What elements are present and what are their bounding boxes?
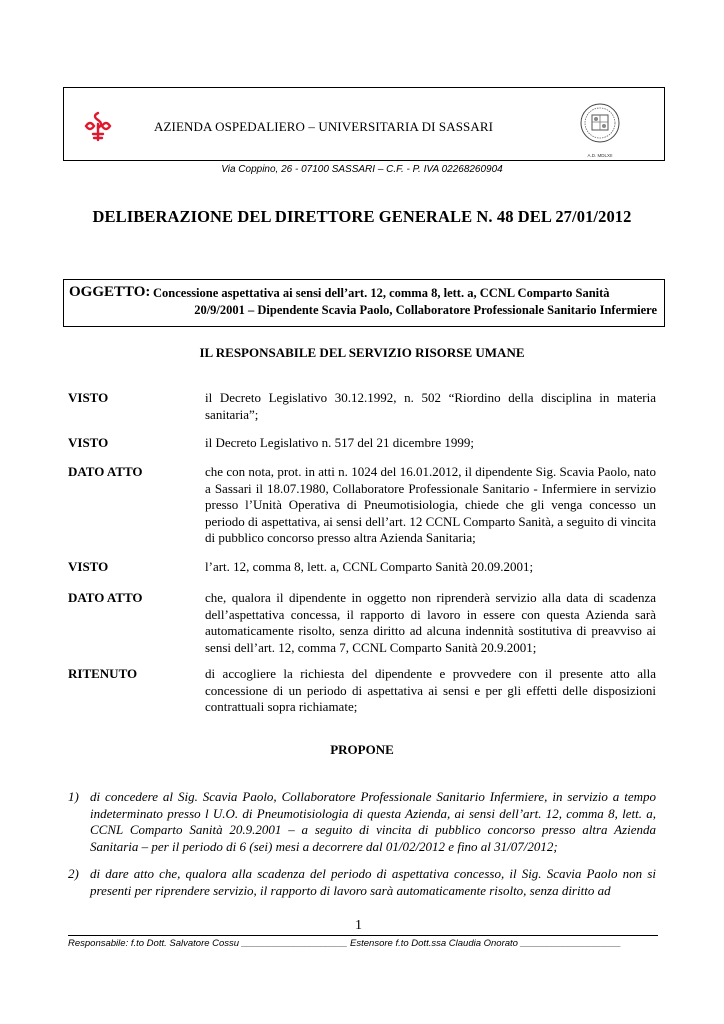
svg-text:A.D. MDLXII: A.D. MDLXII	[587, 153, 613, 158]
seal-caption	[580, 151, 620, 159]
row-label: VISTO	[68, 559, 109, 574]
row-label: DATO ATTO	[68, 590, 143, 605]
list-number: 2)	[68, 866, 79, 881]
subject-label: OGGETTO:	[69, 284, 151, 300]
subject-line-2: 20/9/2001 – Dipendente Scavia Paolo, Collaboratore Professionale Sanitario Infermiere	[194, 303, 657, 317]
subject-line-1: Concessione aspettativa ai sensi dell’art. 12, comma 8, lett. a, CCNL Comparto Sanità	[153, 286, 610, 300]
address-line: Via Coppino, 26 - 07100 SASSARI – C.F. - P. IVA 02268260904	[221, 164, 503, 175]
hospital-logo-icon	[82, 110, 114, 142]
list-number: 1)	[68, 789, 79, 804]
header-box	[63, 87, 665, 161]
row-label: VISTO	[68, 390, 109, 405]
university-seal-icon	[578, 102, 622, 154]
subject-box	[63, 279, 665, 327]
page-number: 1	[355, 918, 362, 933]
footer-divider	[68, 935, 658, 936]
footer-signatures: Responsabile: f.to Dott. Salvatore Cossu ____________________ Estensore f.to Dott.ssa Claudia Onorato ___________________	[68, 938, 621, 949]
row-label: DATO ATTO	[68, 464, 143, 479]
row-text: che, qualora il dipendente in oggetto non riprenderà servizio alla data di scadenza dell’aspettativa concessa, il rapporto di lavoro in essere con questa Azienda sarà automaticamente risolto, senza diritto ad alcuna indennità sostitutiva di preavviso ai sensi dell’art. 12, comma 7, CCNL Comparto Sanità 20.9.2001;	[205, 590, 656, 655]
row-label: VISTO	[68, 435, 109, 450]
row-text: di accogliere la richiesta del dipendente e provvedere con il presente atto alla concessione di un periodo di aspettativa ai sensi e per gli effetti delle disposizioni contrattuali sopra richiamate;	[205, 666, 656, 714]
row-text: che con nota, prot. in atti n. 1024 del 16.01.2012, il dipendente Sig. Scavia Paolo, nato a Sassari il 18.07.1980, Collaboratore Professionale Sanitario - Infermiere in servizio presso l’Unità Operativa di Pneumotisiologia, chiede che gli venga concesso un periodo di aspettativa, ai sensi dell’art. 12 CCNL Comparto Sanità, a seguito di vincita di pubblico concorso presso altra Azienda Sanitaria;	[205, 464, 656, 545]
list-item: di concedere al Sig. Scavia Paolo, Collaboratore Professionale Sanitario Infermiere, in servizio a tempo indeterminato presso l U.O. di Pneumotisiologia di questa Azienda, ai sensi dell’art. 12, comma 8, lett. a, CCNL Comparto Sanità 20.9.2001 – a seguito di vincita di pubblico concorso presso altra Azienda Sanitaria – per il periodo di 6 (sei) mesi a decorrere dal 01/02/2012 e fino al 31/07/2012;	[90, 789, 656, 854]
row-text: il Decreto Legislativo n. 517 del 21 dicembre 1999;	[205, 435, 474, 450]
responsabile-heading: IL RESPONSABILE DEL SERVIZIO RISORSE UMANE	[199, 345, 525, 360]
propone-heading: PROPONE	[330, 742, 394, 757]
deliberation-title: DELIBERAZIONE DEL DIRETTORE GENERALE N. 48 DEL 27/01/2012	[92, 207, 632, 226]
list-item: di dare atto che, qualora alla scadenza del periodo di aspettativa concesso, il Sig. Scavia Paolo non si presenti per riprendere servizio, il rapporto di lavoro sarà automaticamente risolto, senza diritto ad	[90, 866, 656, 898]
organization-name: AZIENDA OSPEDALIERO – UNIVERSITARIA DI SASSARI	[154, 119, 494, 134]
row-label: RITENUTO	[68, 666, 138, 681]
row-text: il Decreto Legislativo 30.12.1992, n. 502 “Riordino della disciplina in materia sanitaria”;	[205, 390, 656, 422]
row-text: l’art. 12, comma 8, lett. a, CCNL Comparto Sanità 20.09.2001;	[205, 559, 534, 574]
